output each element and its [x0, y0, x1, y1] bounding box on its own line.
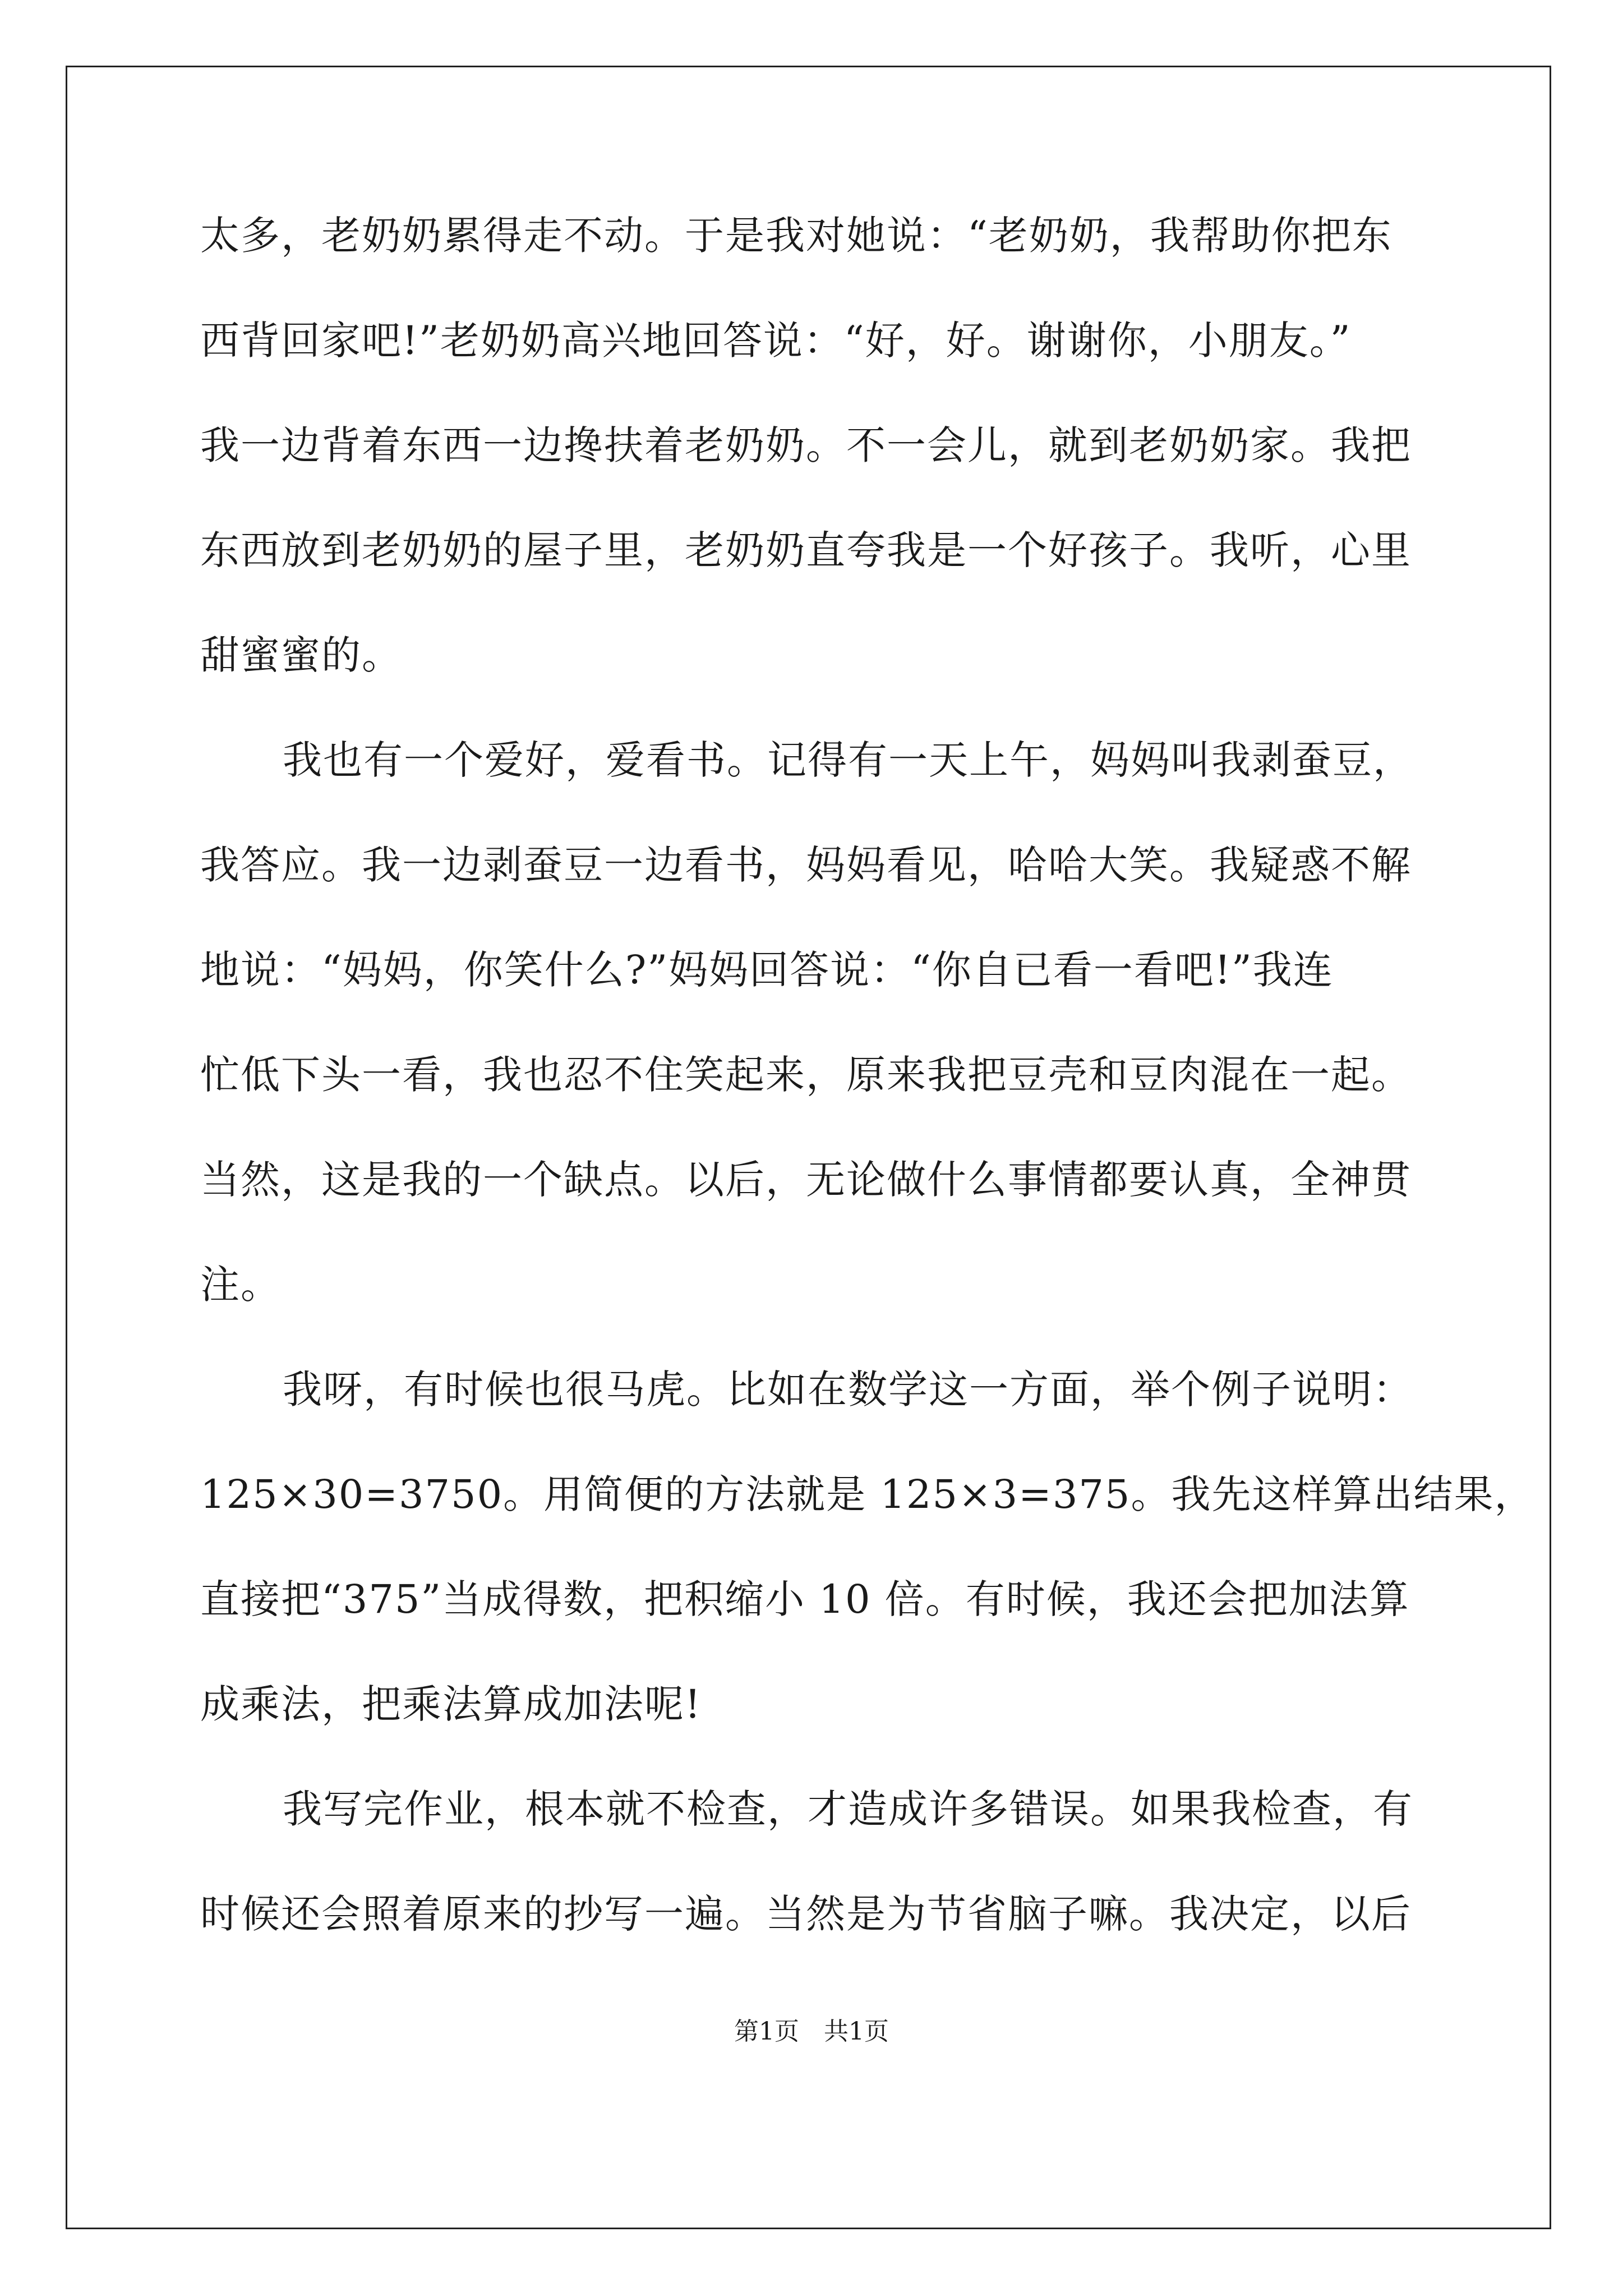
text-line: 成乘法，把乘法算成加法呢!: [200, 1681, 702, 1727]
text-line: 东西放到老奶奶的屋子里，老奶奶直夸我是一个好孩子。我听，心里: [200, 527, 1412, 573]
text-line: 地说：“妈妈，你笑什么?”妈妈回答说：“你自已看一看吧!”我连: [200, 947, 1334, 993]
text-line: 我一边背着东西一边搀扶着老奶奶。不一会儿，就到老奶奶家。我把: [200, 422, 1412, 468]
page-number-footer: 第1页 共1页: [734, 2017, 889, 2046]
paragraph-start-line: 我呀，有时候也很马虎。比如在数学这一方面，举个例子说明：: [283, 1366, 1413, 1412]
text-line: 时候还会照着原来的抄写一遍。当然是为节省脑子嘛。我决定，以后: [200, 1891, 1412, 1937]
text-line: 125×30=3750。用简便的方法就是 125×3=375。我先这样算出结果，: [200, 1471, 1535, 1517]
text-line: 注。: [200, 1262, 281, 1308]
text-line: 西背回家吧!”老奶奶高兴地回答说：“好，好。谢谢你，小朋友。”: [200, 318, 1352, 364]
paragraph-start-line: 我写完作业，根本就不检查，才造成许多错误。如果我检查，有: [283, 1786, 1413, 1832]
text-line: 当然，这是我的一个缺点。以后，无论做什么事情都要认真，全神贯: [200, 1157, 1412, 1203]
text-line: 太多，老奶奶累得走不动。于是我对她说：“老奶奶，我帮助你把东: [200, 213, 1393, 259]
text-line: 忙低下头一看，我也忍不住笑起来，原来我把豆壳和豆肉混在一起。: [200, 1052, 1412, 1098]
text-line: 甜蜜蜜的。: [200, 632, 402, 678]
text-line: 我答应。我一边剥蚕豆一边看书，妈妈看见，哈哈大笑。我疑惑不解: [200, 842, 1412, 888]
paragraph-start-line: 我也有一个爱好，爱看书。记得有一天上午，妈妈叫我剥蚕豆，: [283, 737, 1413, 783]
document-body: [200, 213, 1535, 1999]
text-line: 直接把“375”当成得数，把积缩小 10 倍。有时候，我还会把加法算: [200, 1576, 1410, 1622]
